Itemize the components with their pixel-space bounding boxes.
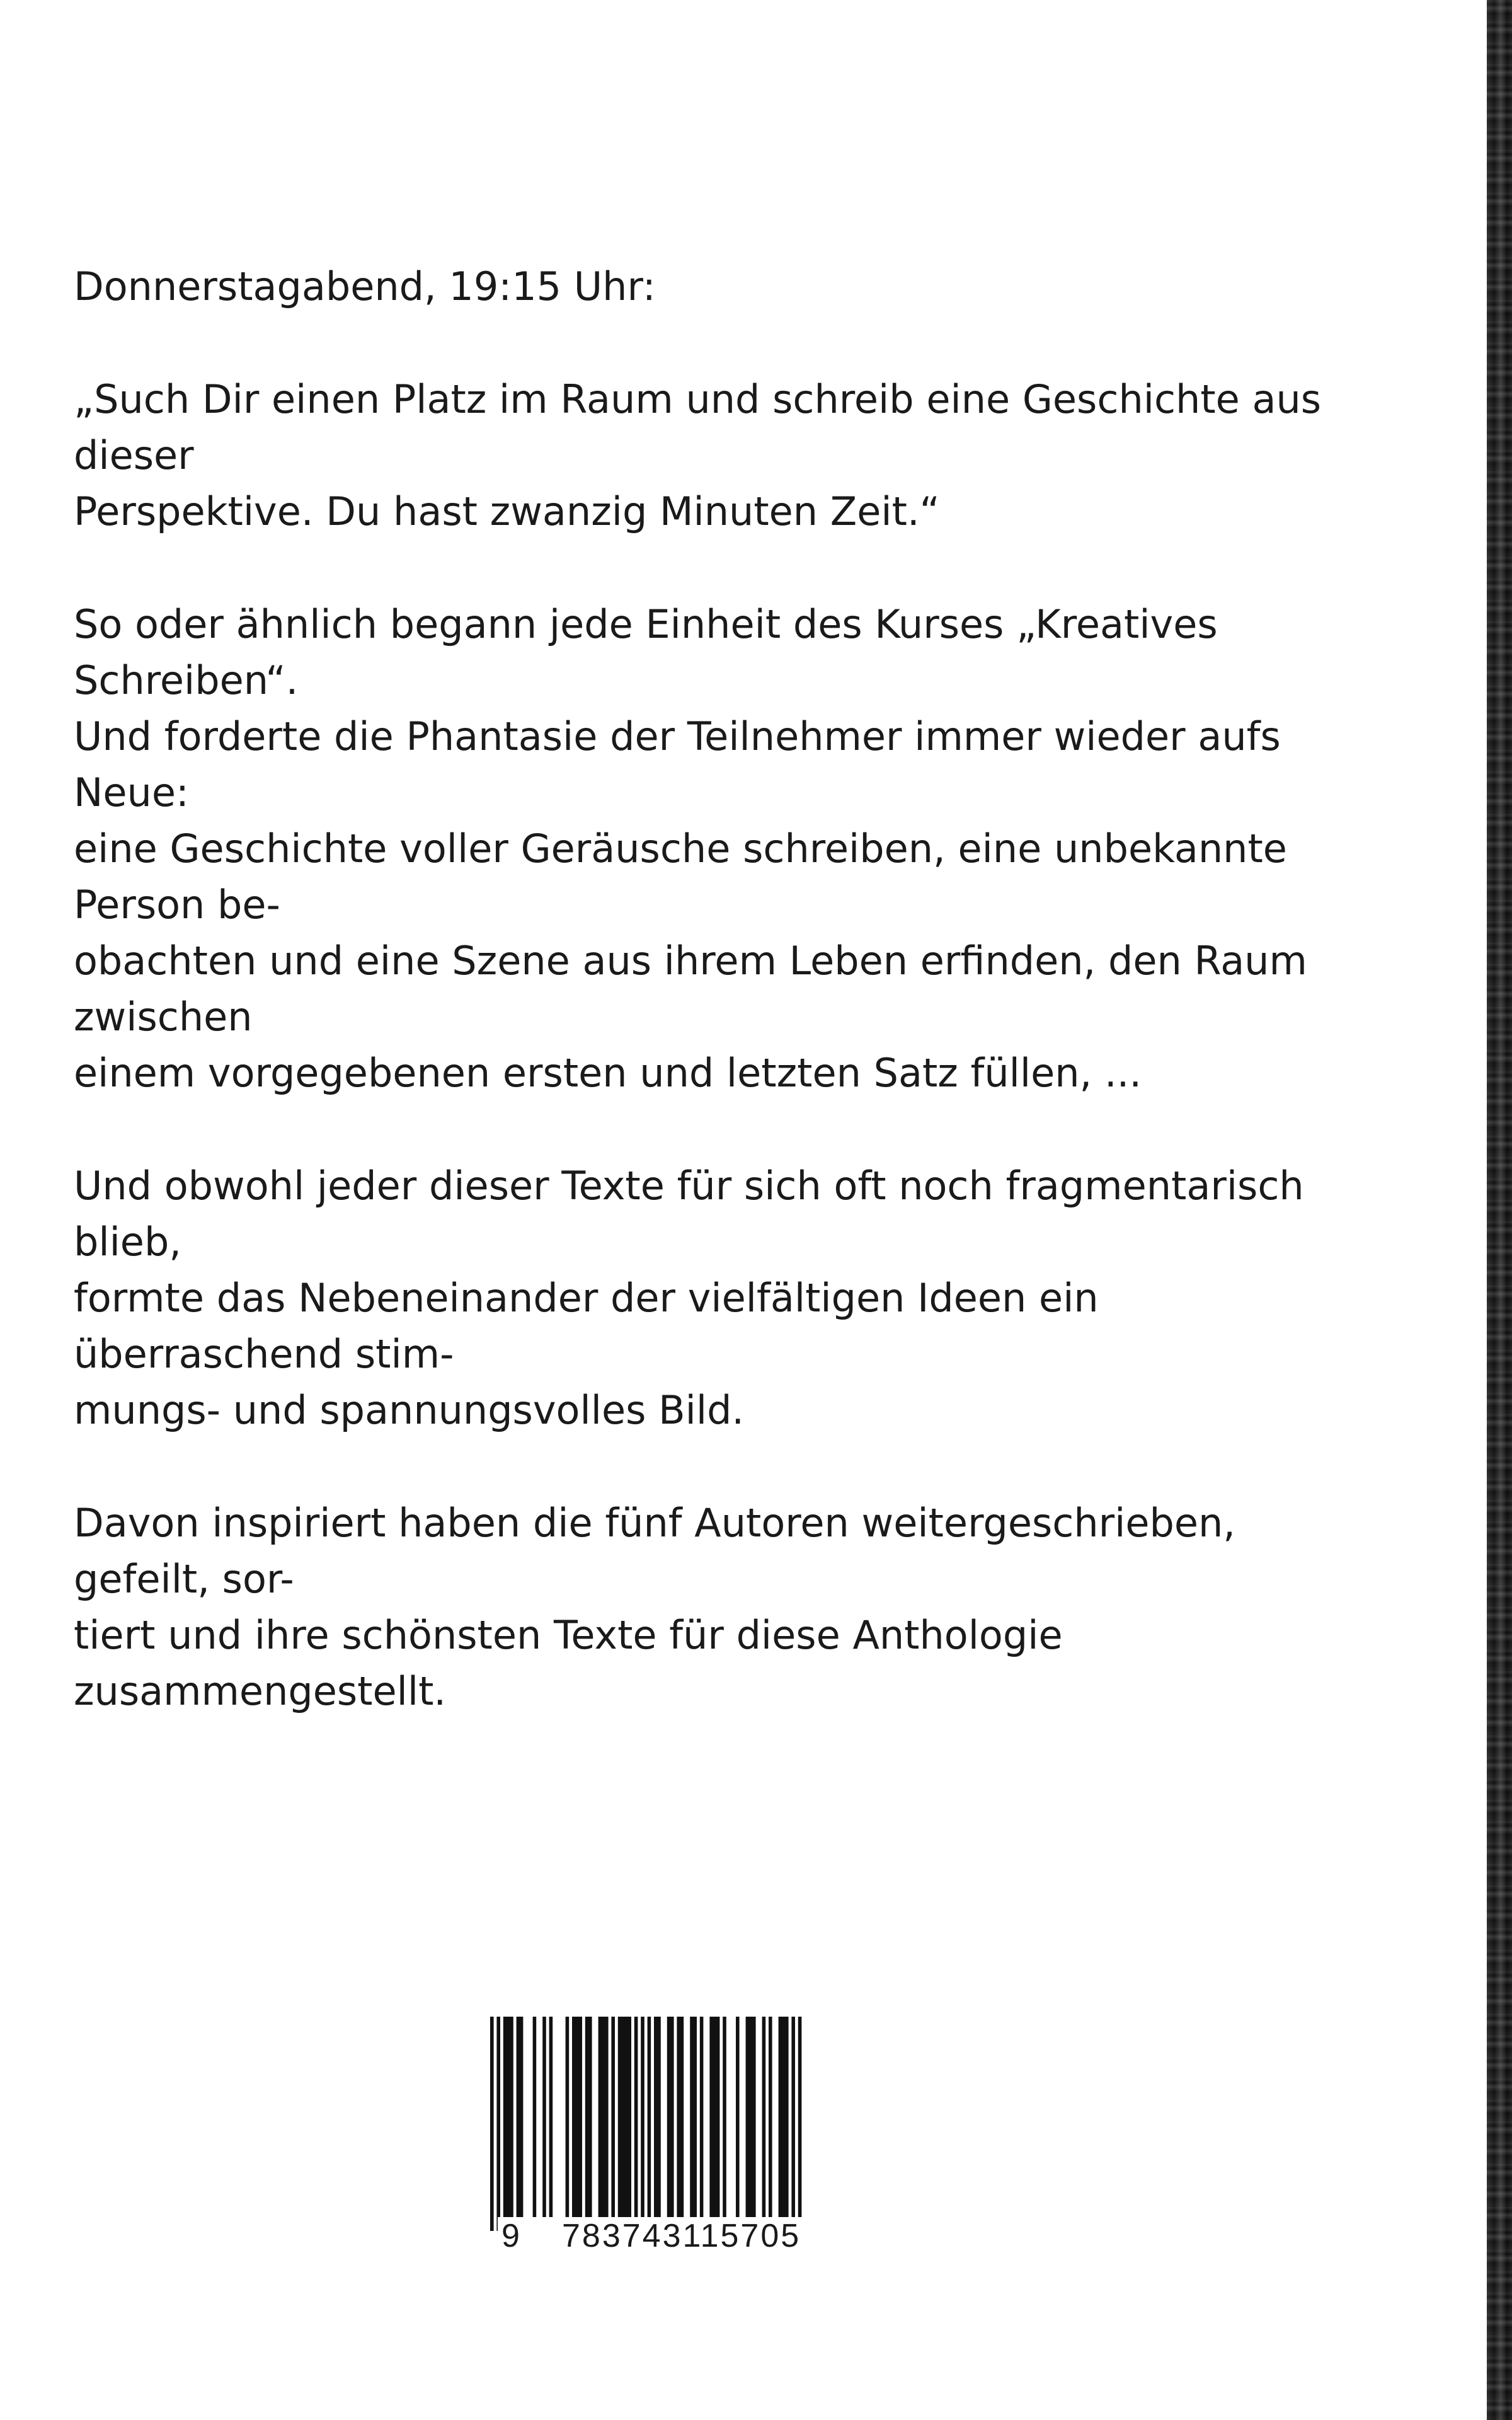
barcode-bar (496, 2017, 500, 2231)
blurb-text (74, 258, 1365, 1776)
barcode-bar (611, 2017, 615, 2217)
barcode-bar (709, 2017, 713, 2217)
barcode-bar (648, 2017, 651, 2231)
barcode-bar (762, 2017, 766, 2217)
barcode-bar (667, 2017, 671, 2217)
isbn-barcode (479, 2017, 869, 2256)
barcode-bar (578, 2017, 582, 2217)
cover-spine-edge (1487, 0, 1512, 2420)
barcode-bar (618, 2017, 622, 2217)
barcode-bar (752, 2017, 756, 2217)
barcode-bar (533, 2017, 537, 2217)
barcode-bar (690, 2017, 694, 2217)
barcode-bar (510, 2017, 513, 2217)
barcode-bar (677, 2017, 680, 2217)
barcode-bar (680, 2017, 684, 2217)
barcode-bar (517, 2017, 520, 2217)
barcode-bar (520, 2017, 524, 2217)
barcode-bar (588, 2017, 592, 2217)
barcode-bar (700, 2017, 704, 2217)
barcode-bar (749, 2017, 753, 2217)
barcode-bar (791, 2017, 795, 2231)
barcode-bar (713, 2017, 717, 2217)
barcode-bar (654, 2017, 658, 2217)
barcode-bar (634, 2017, 638, 2217)
blurb-paragraph-5: Davon inspiriert haben die fünf Autoren weitergeschrieben, gefeilt, sor- tiert und ihre schönsten Texte für diese Anthologie zusammengestellt. (74, 1500, 1236, 1714)
barcode-bar (572, 2017, 576, 2217)
barcode-bar (736, 2017, 740, 2217)
barcode-bar (716, 2017, 720, 2217)
barcode-bar (605, 2017, 609, 2217)
barcode-digit-string: 783743115705 (558, 2217, 805, 2255)
barcode-bar (507, 2017, 510, 2217)
barcode-bar (598, 2017, 602, 2217)
barcode-bar (670, 2017, 674, 2217)
barcode-bar (769, 2017, 772, 2217)
barcode-bar (503, 2017, 507, 2217)
barcode-bar (566, 2017, 570, 2217)
barcode-bar (624, 2017, 628, 2217)
barcode-bar (723, 2017, 726, 2217)
barcode-bars (479, 2017, 869, 2231)
blurb-paragraph-2: „Such Dir einen Platz im Raum und schreib eine Geschichte aus dieser Perspektive. Du hast zwanzig Minuten Zeit.“ (74, 376, 1322, 534)
barcode-bar (657, 2017, 661, 2217)
blurb-paragraph-3: So oder ähnlich begann jede Einheit des Kurses „Kreatives Schreiben“. Und forderte die Phantasie der Teilnehmer immer wieder aufs Neue: eine Geschichte voller Geräusche schreiben, eine unbekannte Person be- obachten und eine Szene aus ihrem Leben erfinden, den Raum zwischen einem vorgegebenen ersten und letzten Satz füllen, ... (74, 601, 1307, 1096)
blurb-paragraph-1: Donnerstagabend, 19:15 Uhr: (74, 263, 656, 309)
barcode-bar (785, 2017, 789, 2217)
barcode-bar (782, 2017, 786, 2217)
barcode-bar (641, 2017, 644, 2231)
barcode-bar (627, 2017, 631, 2217)
barcode-bar (585, 2017, 589, 2217)
barcode-bar (746, 2017, 750, 2217)
barcode-bar (602, 2017, 605, 2217)
barcode-bar (575, 2017, 579, 2217)
barcode-bar (693, 2017, 697, 2217)
barcode-bar (798, 2017, 802, 2231)
barcode-bar (621, 2017, 625, 2217)
barcode-bar (490, 2017, 494, 2231)
barcode-first-digit: 9 (498, 2217, 525, 2255)
barcode-bar (779, 2017, 782, 2217)
barcode-bar (542, 2017, 546, 2217)
barcode-bar (549, 2017, 553, 2217)
blurb-paragraph-4: Und obwohl jeder dieser Texte für sich oft noch fragmentarisch blieb, formte das Nebeneinander der vielfältigen Ideen ein überraschend stim- mungs- und spannungsvolles Bild. (74, 1163, 1304, 1433)
